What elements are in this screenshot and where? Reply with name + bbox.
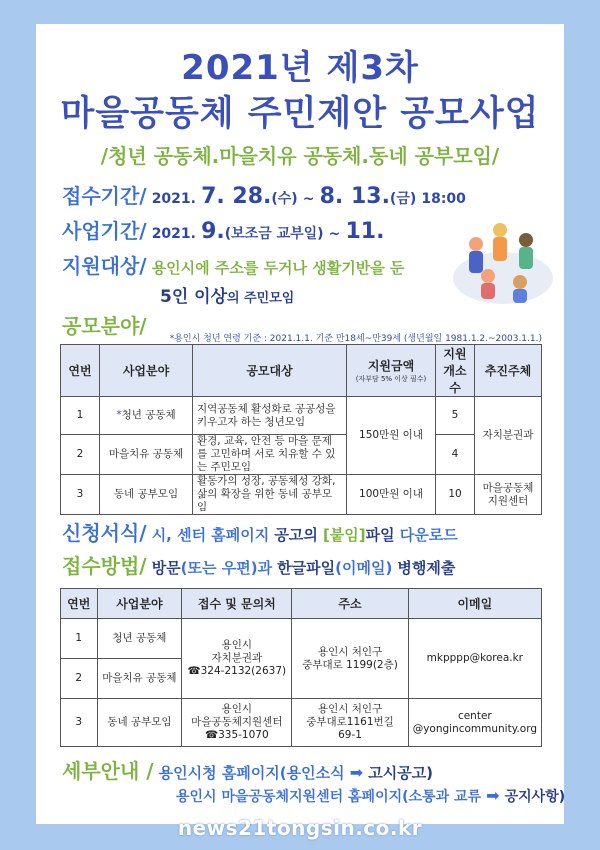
arrow-right-icon: ➡ bbox=[486, 786, 500, 805]
poster-title-line1: 2021년 제3차 bbox=[181, 48, 419, 88]
table-row: 2 마을치유 공동체 bbox=[61, 659, 542, 699]
submission-method: 접수방법/ 방문(또는 우편)과 한글파일(이메일) 병행제출 bbox=[62, 554, 456, 578]
fields-table bbox=[60, 344, 542, 515]
table-row: 3 동네 공부모임 용인시 마을공동체지원센터 ☎335-1070 용인시 처인구 중부대로1161번길 69-1 center @yongincommunity.org bbox=[61, 699, 542, 747]
support-target: 지원대상/ 용인시에 주소를 두거나 생활기반을 둔 bbox=[62, 254, 405, 278]
table-row: 2 마을치유 공동체 환경, 교육, 안전 등 마을 문제를 고민하며 서로 치유할 수 있는 주민모임 4 bbox=[61, 435, 542, 475]
support-target-line2: 5인 이상의 주민모임 bbox=[160, 287, 295, 307]
table-row: 1 *청년 공동체 지역공동체 활성화로 공공성을 키우고자 하는 청년모임 150만원 이내 5 자치분권과 bbox=[61, 397, 542, 435]
people-illustration bbox=[448, 206, 558, 316]
reception-period: 접수기간/ 2021. 7. 28.(수) ~ 8. 13.(금) 18:00 bbox=[62, 184, 466, 209]
target-label: 지원대상/ bbox=[62, 254, 147, 278]
period-label: 사업기간/ bbox=[62, 219, 147, 243]
table-row: 1 청년 공동체 용인시 자치분권과 ☎324-2132(2637) 용인시 처인구 중부대로 1199(2층) mkpppp@korea.kr bbox=[61, 619, 542, 659]
application-form: 신청서식/ 시, 센터 홈페이지 공고의 [붙임]파일 다운로드 bbox=[62, 521, 458, 545]
poster-title-line2: 마을공동체 주민제안 공모사업 bbox=[60, 94, 540, 134]
email-link[interactable]: center @yongincommunity.org bbox=[408, 699, 541, 747]
business-period: 사업기간/ 2021. 9.(보조금 교부일) ~ 11. bbox=[62, 219, 385, 244]
contact-table bbox=[60, 588, 542, 747]
watermark: news21tongsin.co.kr bbox=[177, 816, 423, 840]
field-heading: 공모분야/ bbox=[62, 314, 147, 338]
email-link[interactable]: mkpppp@korea.kr bbox=[408, 619, 541, 699]
table-header-row: 연번 사업분야 공모대상 지원금액 (자부담 5% 이상 필수) 지원 개소수 추진주체 bbox=[61, 345, 542, 397]
reception-label: 접수기간/ bbox=[62, 184, 147, 208]
detail-info-line2: 용인시 마을공동체지원센터 홈페이지(소통과 교류 ➡ 공지사항) bbox=[176, 786, 566, 805]
age-criteria-note: *용인시 청년 연령 기준 : 2021.1.1. 기준 만18세~만39세 (생년월일 1981.1.2.~2003.1.1.) bbox=[169, 334, 542, 344]
detail-info: 세부안내 / 용인시청 홈페이지(용인소식 ➡ 고시공고) bbox=[62, 759, 434, 783]
table-header-row: 연번 사업분야 접수 및 문의처 주소 이메일 bbox=[61, 589, 542, 619]
table-row: 3 동네 공부모임 활동가의 성장, 공동체성 강화, 삶의 확장을 위한 동네 공부모임 100만원 이내 10 마을공동체 지원센터 bbox=[61, 475, 542, 515]
arrow-right-icon: ➡ bbox=[349, 763, 364, 782]
poster-subtitle: /청년 공동체.마을치유 공동체.동네 공부모임/ bbox=[100, 144, 500, 168]
